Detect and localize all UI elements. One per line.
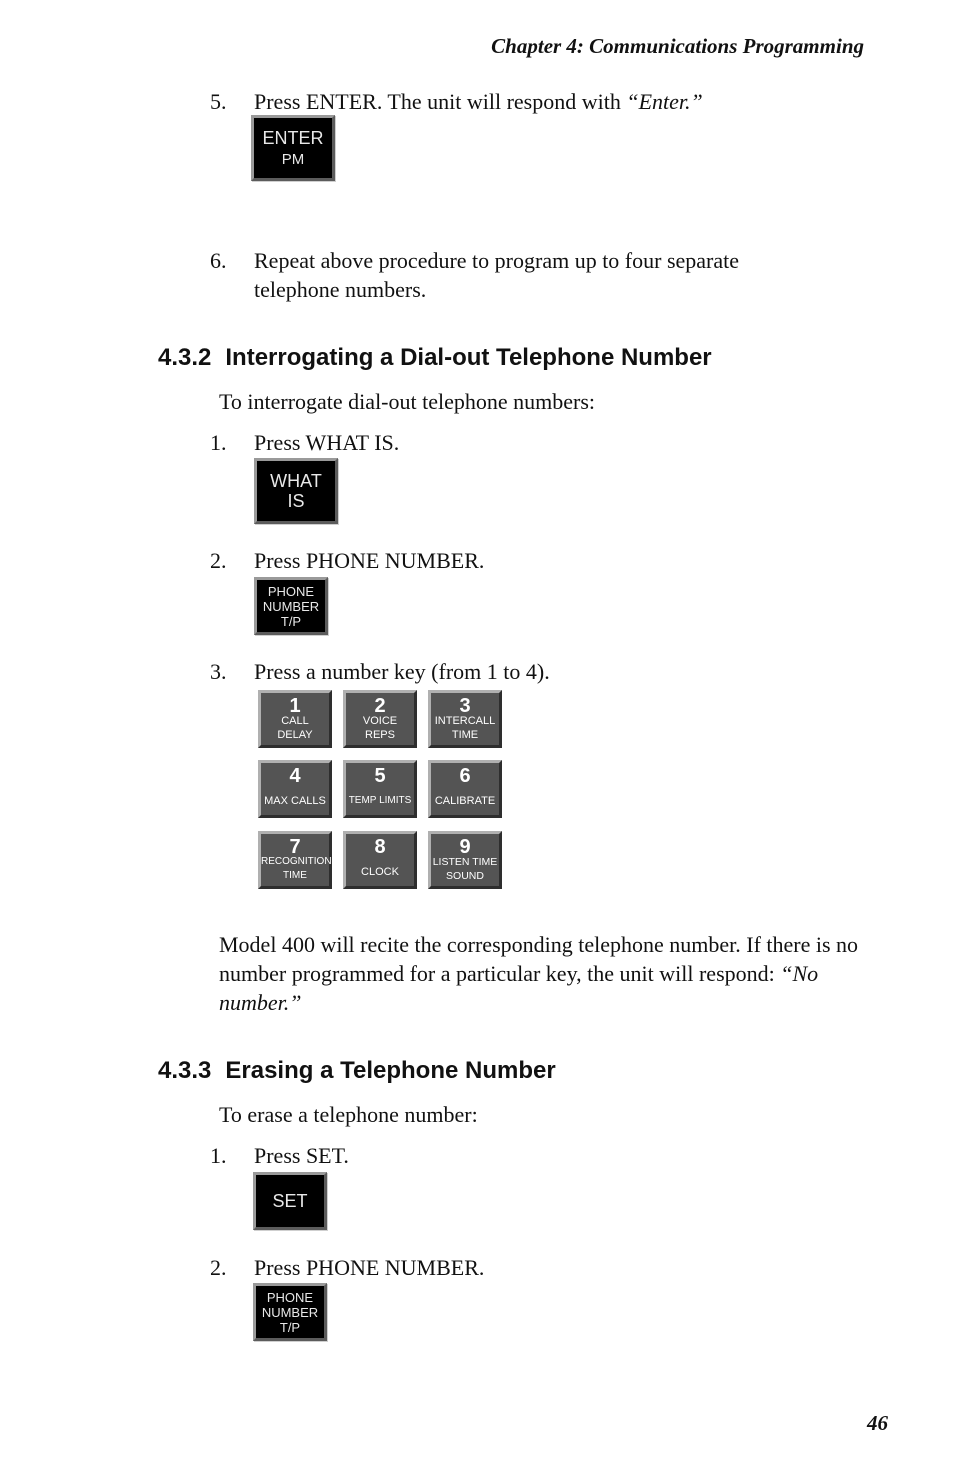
key-label-line: CALL: [281, 715, 309, 727]
step-text: Press PHONE NUMBER.: [254, 548, 485, 573]
key-label-line: DELAY: [277, 729, 313, 741]
keypad-key-5: [343, 760, 417, 818]
key-label-line: REPS: [365, 729, 395, 741]
key-label: T/P: [280, 613, 302, 629]
section-title: Interrogating a Dial-out Telephone Number: [225, 344, 712, 371]
key-label-line: TIME: [451, 729, 479, 741]
chapter-header: Chapter 4: Communications Programming: [491, 34, 864, 58]
key-digit: 5: [374, 765, 386, 787]
key-label: [261, 714, 329, 742]
key-digit: 8: [374, 836, 386, 858]
set-key: [253, 1172, 327, 1230]
phone-number-key: [253, 1283, 327, 1341]
key-label-line: INTERCALL: [434, 715, 496, 727]
key-label: SET: [272, 1191, 308, 1211]
step-2-phone-number: [210, 546, 910, 576]
section-title: Erasing a Telephone Number: [225, 1057, 556, 1084]
step-2-phone-number: [210, 1253, 910, 1283]
step-number: 1.: [210, 430, 227, 455]
key-label-line: RECOGNITION: [261, 856, 332, 867]
key-label-line: SOUND: [446, 870, 484, 882]
what-is-key: [254, 458, 338, 524]
result-paragraph: [219, 930, 869, 1017]
section-number: 4.3.3: [158, 1057, 212, 1084]
key-label-line: LISTEN TIME: [432, 856, 498, 868]
phone-number-key: [254, 577, 328, 635]
key-label: ENTER: [262, 127, 324, 148]
keypad-key-8: [343, 831, 417, 889]
keypad-key-3: [428, 690, 502, 748]
key-digit: 1: [289, 695, 301, 717]
key-digit: 9: [459, 836, 471, 858]
step-1-set: [210, 1141, 910, 1171]
keypad-key-9: [428, 831, 502, 889]
enter-key: [251, 115, 335, 181]
step-number: 6.: [210, 248, 227, 273]
step-text: Press ENTER. The unit will respond with: [254, 89, 627, 114]
key-label: IS: [287, 491, 305, 511]
key-sublabel: PM: [281, 150, 305, 168]
key-label: [346, 714, 414, 742]
step-text-wrap: [254, 87, 854, 116]
key-label-line: TIME: [283, 870, 307, 881]
key-label: WHAT: [270, 471, 322, 491]
key-label: TEMP LIMITS: [348, 795, 412, 806]
key-label: CLOCK: [361, 866, 399, 878]
key-digit: 4: [289, 765, 301, 787]
page-number: 46: [867, 1411, 888, 1435]
key-label: [431, 855, 499, 883]
key-label: PHONE: [266, 1289, 314, 1305]
section-heading-433: [158, 1057, 556, 1085]
key-label: [261, 855, 332, 883]
result-text: Model 400 will recite the corresponding telephone number. If there is no number programmed for a particular key, the unit will respond:: [219, 932, 859, 986]
step-number: 3.: [210, 659, 227, 684]
section-number: 4.3.2: [158, 344, 212, 371]
result-quote: “No number.”: [219, 961, 819, 1015]
step-quote: “Enter.”: [626, 89, 703, 114]
key-label: CALIBRATE: [434, 795, 496, 807]
step-number: 2.: [210, 1255, 227, 1280]
step-text: Press PHONE NUMBER.: [254, 1255, 485, 1280]
key-label-line: VOICE: [362, 715, 398, 727]
step-1-what-is: [210, 428, 910, 458]
keypad-key-7: [258, 831, 332, 889]
key-digit: 2: [374, 695, 386, 717]
key-digit: 7: [289, 836, 301, 858]
key-digit: 6: [459, 765, 471, 787]
step-text: Repeat above procedure to program up to four separate telephone numbers.: [254, 248, 740, 302]
keypad-key-6: [428, 760, 502, 818]
key-label: [431, 714, 499, 742]
step-3-number-key: [210, 657, 910, 687]
step-5: [210, 87, 910, 117]
key-label: NUMBER: [262, 598, 320, 614]
step-number: 2.: [210, 548, 227, 573]
step-6: [210, 246, 910, 306]
key-label: T/P: [279, 1319, 301, 1335]
keypad-key-1: [258, 690, 332, 748]
key-label: NUMBER: [261, 1304, 319, 1320]
step-number: 1.: [210, 1143, 227, 1168]
step-text: Press WHAT IS.: [254, 430, 400, 455]
section-intro: To interrogate dial-out telephone numbers:: [219, 389, 596, 414]
section-intro: To erase a telephone number:: [219, 1102, 478, 1127]
step-text: Press SET.: [254, 1143, 349, 1168]
key-digit: 3: [459, 695, 471, 717]
key-label: MAX CALLS: [264, 795, 326, 807]
key-label: PHONE: [267, 583, 315, 599]
section-heading-432: [158, 344, 712, 372]
step-text: Press a number key (from 1 to 4).: [254, 659, 550, 684]
keypad-key-4: [258, 760, 332, 818]
keypad-key-2: [343, 690, 417, 748]
step-number: 5.: [210, 89, 227, 114]
